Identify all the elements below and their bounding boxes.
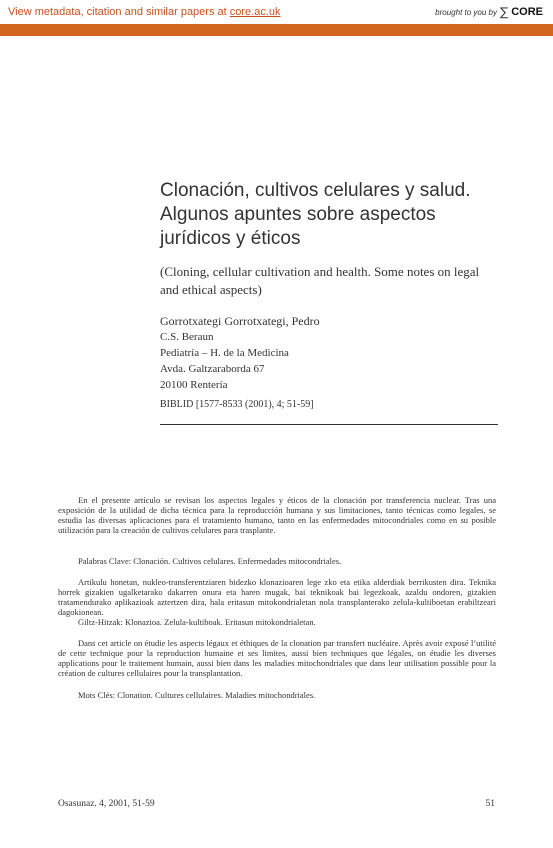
metadata-link-text[interactable]: View metadata, citation and similar papers at: [8, 6, 227, 18]
author-block: [160, 313, 320, 393]
provider-bar: [0, 24, 553, 56]
abstract-spanish: En el presente artículo se revisan los aspectos legales y éticos de la clonación por transferencia nuclear. Tras una exposición de la utilidad de dicha técnica para la reproducción humana y sus limitaciones, tanto técnicas como legales, se estudia las diversas aplicaciones para el tratamiento humano, tanto en las enfermedades mitocondriales como en su posible utilización para la creación de cultivos celulares para trasplante.: [58, 495, 496, 535]
brought-by-text: brought to you by: [435, 8, 497, 17]
metadata-link[interactable]: [8, 6, 281, 18]
keywords-spanish: Palabras Clave: Clonación. Cultivos celulares. Enfermedades mitocondriales.: [78, 556, 342, 566]
biblid: BIBLID [1577-8533 (2001), 4; 51-59]: [160, 399, 314, 410]
keywords-basque: Giltz-Hitzak: Klonazioa. Zelula-kultiboak. Eritasun mitokondrialetan.: [78, 617, 316, 627]
core-logo-icon: ∑: [500, 5, 509, 19]
core-header: [0, 0, 553, 24]
article-subtitle: (Cloning, cellular cultivation and health. Some notes on legal and ethical aspects): [160, 264, 480, 297]
affiliation-line: 20100 Rentería: [160, 379, 228, 391]
author-name: Gorrotxategi Gorrotxategi, Pedro: [160, 314, 320, 328]
page-number: 51: [485, 799, 495, 809]
article-title: Clonación, cultivos celulares y salud. Algunos apuntes sobre aspectos jurídicos y éticos: [160, 180, 471, 249]
abstract-french: Dans cet article on étudie les aspects légaux et éthiques de la clonation par transfert nucléaire. Après avoir exposé l’utilité de cette technique pour la reproduction humaine et ses limites, aussi bien techniques que légales, on étudie les diverses applications pour le traitement humain, aussi bien dans les maladies mitochondriales que dans leur utilisation possible pour la création de cultures cellulaires pour la transplantation.: [58, 638, 496, 678]
affiliation-line: Pediatría – H. de la Medicina: [160, 347, 289, 359]
affiliation-line: Avda. Galtzaraborda 67: [160, 363, 265, 375]
affiliation-line: C.S. Beraun: [160, 331, 214, 343]
core-site-link[interactable]: core.ac.uk: [229, 6, 281, 18]
provided-by-text: provided by Hedatuz: [474, 49, 539, 56]
keywords-french: Mots Clés: Clonation. Cultures cellulaires. Maladies mitochondriales.: [78, 690, 316, 700]
divider: [160, 424, 498, 425]
core-logo[interactable]: [500, 4, 543, 20]
journal-citation: Osasunaz. 4, 2001, 51-59: [58, 799, 155, 809]
core-logo-label: CORE: [511, 6, 543, 18]
abstract-basque: Artikulu honetan, nukleo-transferentziaren bidezko klonazioaren lege zko eta etika alderdiak berrikusten dira. Teknika horrek gizakien ugalketarako dakarren onura eta haren mugak, bai teknikoak bai legezkoak, azaldu ondoren, gizakien tratamendurako aplikazioak aztertzen dira, hala eritasun mitokondrialetan nola transplanterako zelula-kultiboetan erabiltzeari dagokionean.: [58, 577, 496, 617]
